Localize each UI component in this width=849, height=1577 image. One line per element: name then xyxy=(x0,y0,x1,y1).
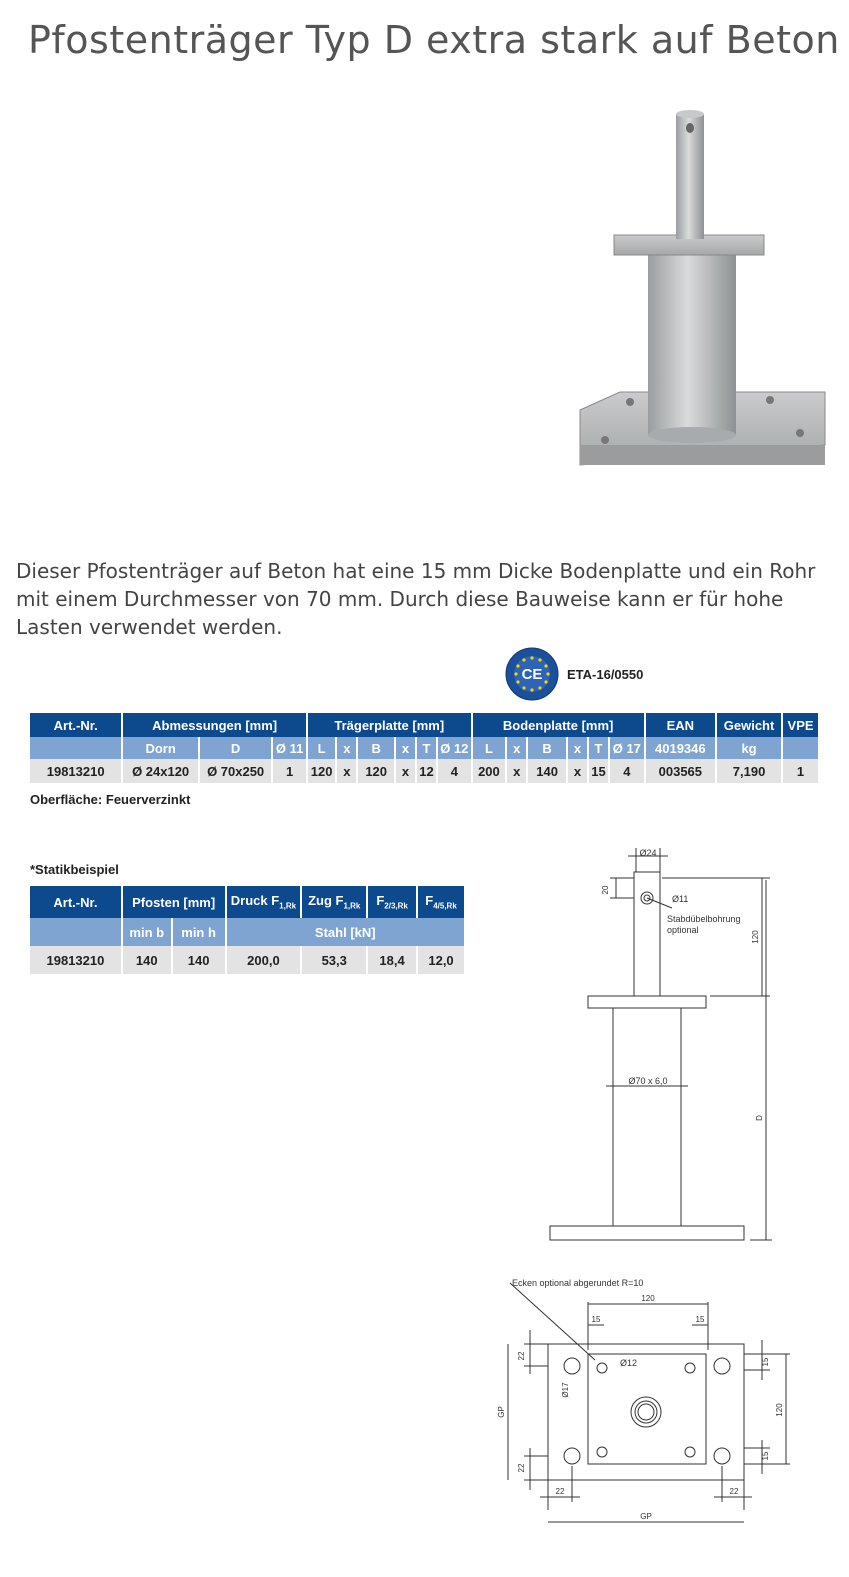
dim-bottom-22b: 22 xyxy=(729,1487,739,1496)
sub-header: Ø 11 xyxy=(272,737,307,759)
col-f45: $F_{4/5,Rk}$ xyxy=(417,886,465,918)
ce-logo-text: CE xyxy=(521,666,543,683)
table-row xyxy=(30,946,465,974)
dim-dorn: Ø24 xyxy=(639,848,657,858)
table-subheader-row xyxy=(30,737,819,759)
sub-header: L xyxy=(472,737,507,759)
dim-hole-17: Ø17 xyxy=(561,1382,570,1398)
dim-right-15b: 15 xyxy=(761,1451,770,1461)
table-cell: 140 xyxy=(527,759,567,783)
dim-right-15a: 15 xyxy=(761,1357,770,1367)
top-view-drawing xyxy=(490,1270,820,1530)
statik-subheader-row xyxy=(30,918,465,946)
table-cell: 19813210 xyxy=(30,946,122,974)
surface-info xyxy=(30,792,190,807)
dim-left-gp: GP xyxy=(497,1406,506,1418)
dim-20: 20 xyxy=(601,885,610,895)
dim-d: D xyxy=(755,1115,764,1121)
table-cell: x xyxy=(506,759,527,783)
col-f23: $F_{2/3,Rk}$ xyxy=(367,886,417,918)
table-cell: x xyxy=(395,759,416,783)
table-cell: 1 xyxy=(782,759,819,783)
sub-header: L xyxy=(307,737,336,759)
table-cell: x xyxy=(336,759,357,783)
surface-label: Oberfläche: xyxy=(30,792,103,807)
sub-header: Stahl [kN] xyxy=(226,918,465,946)
dim-bottom-22a: 22 xyxy=(555,1487,565,1496)
hole-optional: optional xyxy=(667,925,699,935)
sub-header: x xyxy=(395,737,416,759)
sub-header: 4019346 xyxy=(645,737,716,759)
col-zug: Zug $F_{1,Rk}$ xyxy=(301,886,367,918)
sub-header: x xyxy=(567,737,588,759)
product-photo xyxy=(560,100,840,480)
table-cell: 12,0 xyxy=(417,946,465,974)
table-cell: 53,3 xyxy=(301,946,367,974)
table-cell: 19813210 xyxy=(30,759,122,783)
table-cell: Ø 24x120 xyxy=(122,759,199,783)
dim-tube: Ø70 x 6,0 xyxy=(628,1076,668,1086)
table-cell: 140 xyxy=(172,946,226,974)
eta-code: ETA-16/0550 xyxy=(567,666,644,682)
table-cell: 200,0 xyxy=(226,946,302,974)
table-cell: x xyxy=(567,759,588,783)
sub-header: x xyxy=(336,737,357,759)
side-view-drawing xyxy=(540,840,840,1250)
page-title: Pfostenträger Typ D extra stark auf Beton xyxy=(28,18,840,62)
sub-header: D xyxy=(199,737,272,759)
table-cell: 4 xyxy=(609,759,645,783)
col-druck: Druck $F_{1,Rk}$ xyxy=(226,886,302,918)
dim-right-120: 120 xyxy=(775,1403,784,1417)
sub-header xyxy=(782,737,819,759)
dim-top-15b: 15 xyxy=(695,1315,705,1324)
sub-header: Dorn xyxy=(122,737,199,759)
hole-label: Stabdübelbohrung xyxy=(667,914,741,924)
dim-hole: Ø11 xyxy=(672,894,689,904)
product-table xyxy=(30,713,820,783)
dim-top-15a: 15 xyxy=(591,1315,601,1324)
col-ean: EAN xyxy=(645,713,716,737)
table-cell: 120 xyxy=(307,759,336,783)
dim-left-22b: 22 xyxy=(517,1463,526,1473)
sub-header: T xyxy=(588,737,609,759)
col-vpe: VPE xyxy=(782,713,819,737)
table-cell: 15 xyxy=(588,759,609,783)
table-cell: 1 xyxy=(272,759,307,783)
col-pfosten: Pfosten [mm] xyxy=(122,886,226,918)
ce-logo-icon xyxy=(505,647,559,701)
col-art-nr: Art.-Nr. xyxy=(30,886,122,918)
surface-value: Feuerverzinkt xyxy=(105,792,191,807)
statik-table xyxy=(30,886,466,974)
table-cell: 18,4 xyxy=(367,946,417,974)
sub-header: x xyxy=(506,737,527,759)
table-cell: 12 xyxy=(416,759,437,783)
table-cell: 4 xyxy=(437,759,472,783)
table-cell: 003565 xyxy=(645,759,716,783)
sub-header: Ø 12 xyxy=(437,737,472,759)
sub-header: min b xyxy=(122,918,172,946)
table-header-row xyxy=(30,713,819,737)
table-cell: 200 xyxy=(472,759,507,783)
col-gewicht: Gewicht xyxy=(716,713,782,737)
col-abmessungen: Abmessungen [mm] xyxy=(122,713,307,737)
table-cell: 7,190 xyxy=(716,759,782,783)
sub-header: kg xyxy=(716,737,782,759)
col-bodenplatte: Bodenplatte [mm] xyxy=(472,713,645,737)
dim-top-120: 120 xyxy=(641,1294,655,1303)
sub-header xyxy=(30,737,122,759)
table-cell: 140 xyxy=(122,946,172,974)
sub-header: B xyxy=(357,737,395,759)
dim-hole-12: Ø12 xyxy=(620,1358,638,1368)
certification xyxy=(505,647,643,701)
col-traegerplatte: Trägerplatte [mm] xyxy=(307,713,472,737)
dim-120: 120 xyxy=(751,930,760,944)
sub-header: B xyxy=(527,737,567,759)
table-cell: 120 xyxy=(357,759,395,783)
col-art-nr: Art.-Nr. xyxy=(30,713,122,737)
sub-header: min h xyxy=(172,918,226,946)
table-cell: Ø 70x250 xyxy=(199,759,272,783)
corner-note: Ecken optional abgerundet R=10 xyxy=(512,1278,644,1288)
sub-header: T xyxy=(416,737,437,759)
table-row xyxy=(30,759,819,783)
sub-header: Ø 17 xyxy=(609,737,645,759)
statik-header-row xyxy=(30,886,465,918)
dim-left-22a: 22 xyxy=(517,1351,526,1361)
dim-bottom-gp: GP xyxy=(640,1512,652,1521)
product-description: Dieser Pfostenträger auf Beton hat eine 15 mm Dicke Bodenplatte und ein Rohr mit einem Durchmesser von 70 mm. Durch diese Bauweise kann er für hohe Lasten verwendet werden. xyxy=(16,559,816,639)
statik-title: *Statikbeispiel xyxy=(30,862,119,877)
